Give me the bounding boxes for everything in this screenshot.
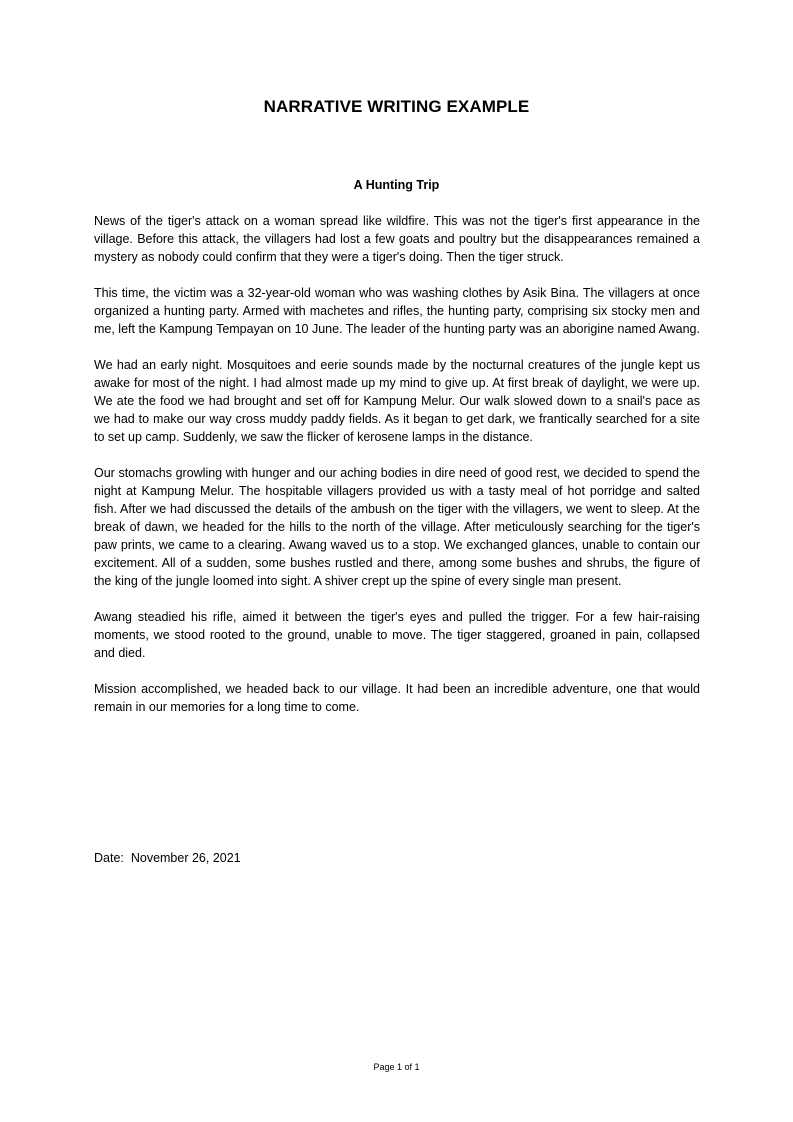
date-label: Date:: [94, 851, 124, 865]
paragraph-5: Awang steadied his rifle, aimed it between the tiger's eyes and pulled the trigger. For a few hair-raising moments, we stood rooted to the ground, unable to move. The tiger staggered, groaned in pain, collapsed and died.: [94, 610, 700, 660]
paragraph-6: Mission accomplished, we headed back to our village. It had been an incredible adventure, one that would remain in our memories for a long time to come.: [94, 682, 700, 714]
paragraph-1: News of the tiger's attack on a woman spread like wildfire. This was not the tiger's first appearance in the village. Before this attack, the villagers had lost a few goats and poultry but the disappearances remained a mystery as nobody could confirm that they were a tiger's doing. Then the tiger struck.: [94, 214, 700, 264]
page-footer: Page 1 of 1: [373, 1062, 420, 1072]
story-title: A Hunting Trip: [353, 178, 440, 192]
story-body: [94, 212, 700, 734]
date-value: November 26, 2021: [130, 851, 241, 865]
date-line: [94, 851, 241, 865]
paragraph-2: This time, the victim was a 32-year-old woman who was washing clothes by Asik Bina. The villagers at once organized a hunting party. Armed with machetes and rifles, the hunting party, comprising six stocky men and me, left the Kampung Tempayan on 10 June. The leader of the hunting party was an aborigine named Awang.: [94, 286, 700, 336]
paragraph-4: Our stomachs growling with hunger and our aching bodies in dire need of good rest, we decided to spend the night at Kampung Melur. The hospitable villagers provided us with a tasty meal of hot porridge and salted fish. After we had discussed the details of the ambush on the tiger with the villagers, we went to sleep. At the break of dawn, we headed for the hills to the north of the village. After meticulously searching for the tiger's paw prints, we came to a clearing. Awang waved us to a stop. We exchanged glances, unable to contain our excitement. All of a sudden, some bushes rustled and there, among some bushes and shrubs, the figure of the king of the jungle loomed into sight. A shiver crept up the spine of every single man present.: [94, 466, 700, 588]
paragraph-3: We had an early night. Mosquitoes and eerie sounds made by the nocturnal creatures of the jungle kept us awake for most of the night. I had almost made up my mind to give up. At first break of daylight, we were up. We ate the food we had brought and set off for Kampung Melur. Our walk slowed down to a snail's pace as we had to make our way cross muddy paddy fields. As it began to get dark, we frantically searched for a site to set up camp. Suddenly, we saw the flicker of kerosene lamps in the distance.: [94, 358, 700, 444]
document-title: NARRATIVE WRITING EXAMPLE: [263, 97, 530, 116]
